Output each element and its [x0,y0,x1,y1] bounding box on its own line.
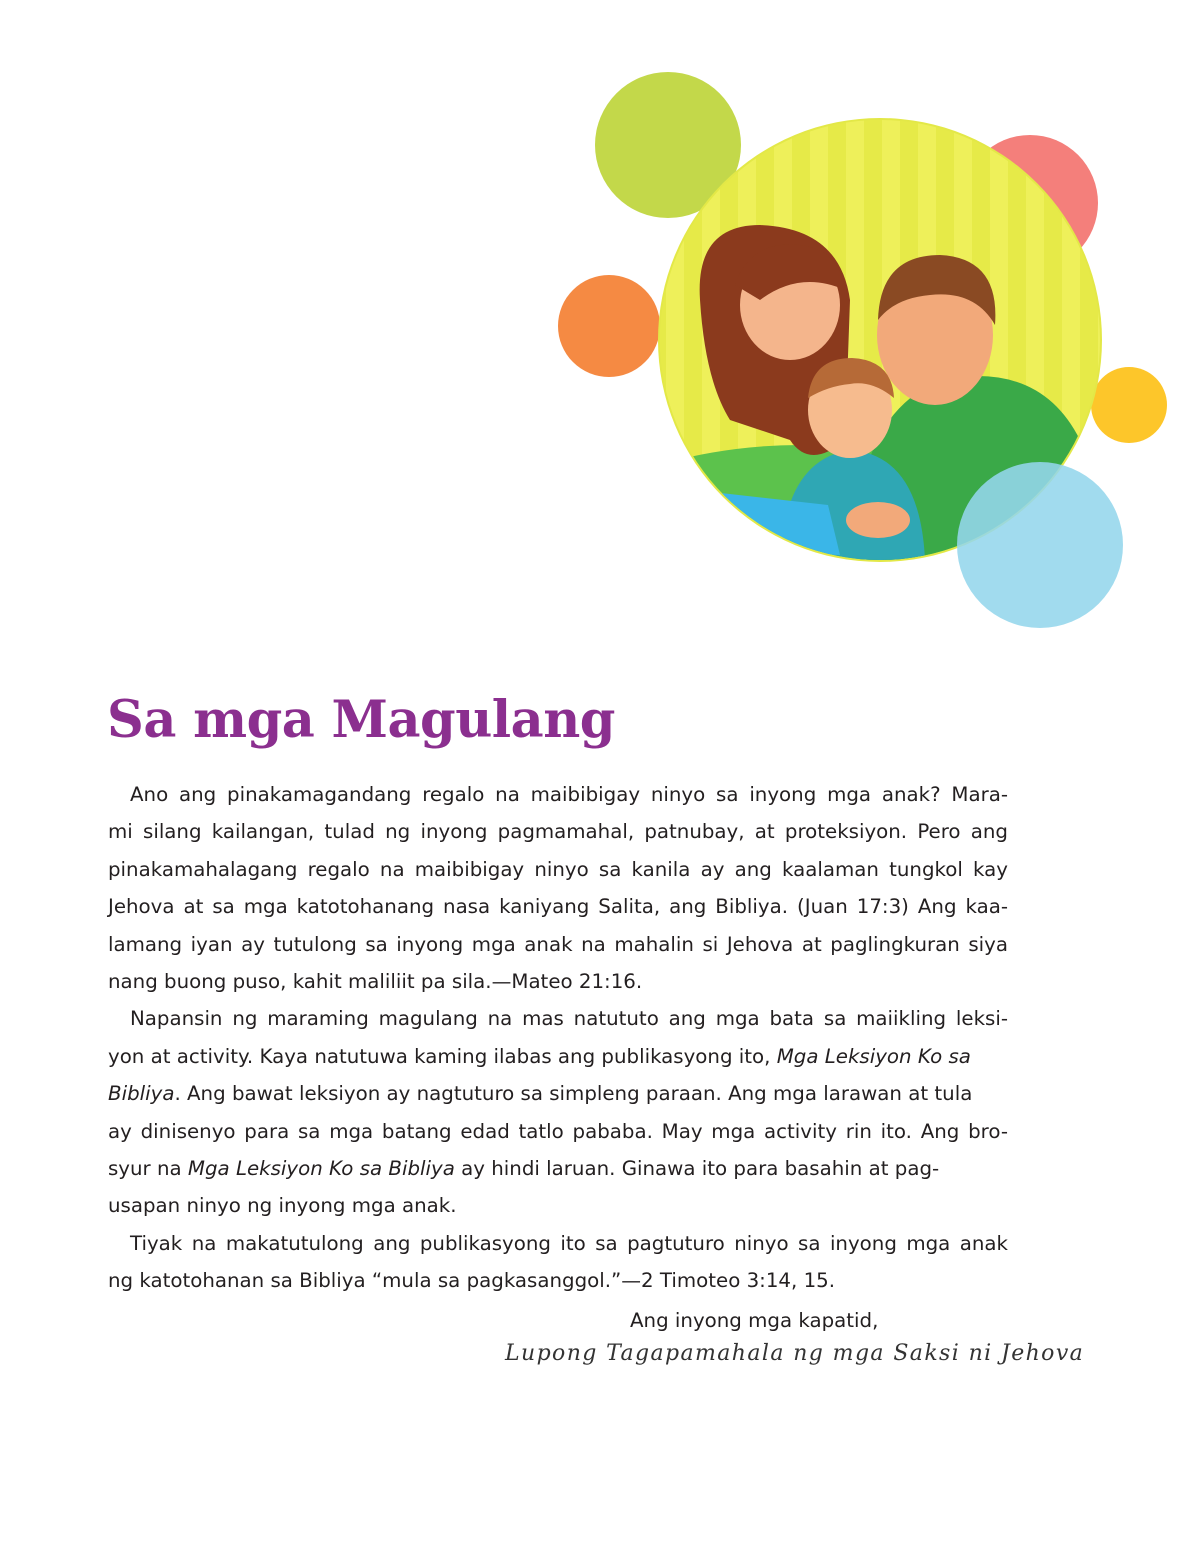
publication-title: Bibliya [108,1082,175,1106]
text-run: yon at activity. Kaya natutuwa kaming ilabas ang publikasyong ito, [108,1044,777,1068]
text-run: . Ang bawat leksiyon ay nagtuturo sa simpleng paraan. Ang mga larawan at tula [174,1082,973,1106]
text-line: ay dinisenyo para sa mga batang edad tatlo pababa. May mga activity rin ito. Ang bro- [108,1119,1008,1143]
paragraph-1 [108,776,1008,1000]
text-line: nang buong puso, kahit maliliit pa sila.—Mateo 21:16. [108,970,643,994]
text-line [108,1150,1008,1187]
text-line: pinakamahalagang regalo na maibibigay ninyo sa kanila ay ang kaalaman tungkol kay [108,857,1008,881]
text-run: syur na [108,1157,188,1181]
text-line: Tiyak na makatutulong ang publikasyong ito sa pagtuturo ninyo sa inyong mga anak [130,1231,1008,1255]
blue-circle [957,462,1123,628]
body-text [108,776,1008,1300]
text-line: lamang iyan ay tutulong sa inyong mga anak na mahalin si Jehova at paglingkuran siya [108,932,1008,956]
paragraph-2 [108,1000,1008,1224]
text-line [108,1075,1008,1112]
publication-title: Mga Leksiyon Ko sa Bibliya [187,1157,455,1181]
text-line: usapan ninyo ng inyong mga anak. [108,1194,457,1218]
yellow-circle [1091,367,1167,443]
text-line [108,1038,1008,1075]
closing-line: Ang inyong mga kapatid, [630,1309,879,1332]
orange-circle [558,275,660,377]
page-title: Sa mga Magulang [107,690,615,750]
publication-title: Mga Leksiyon Ko sa [776,1044,971,1068]
text-line: Ano ang pinakamagandang regalo na maibibigay ninyo sa inyong mga anak? Mara- [130,783,1008,806]
family-reading-book-illustration [540,60,1180,640]
paragraph-3 [108,1225,1008,1300]
text-line: Napansin ng maraming magulang na mas natututo ang mga bata sa maiikling leksi- [130,1007,1008,1031]
text-line: Jehova at sa mga katotohanang nasa kaniyang Salita, ang Bibliya. (Juan 17:3) Ang kaa- [108,895,1008,919]
text-run: ay hindi laruan. Ginawa ito para basahin at pag- [454,1157,940,1181]
text-line: ng katotohanan sa Bibliya “mula sa pagkasanggol.”—2 Timoteo 3:14, 15. [108,1269,836,1293]
text-line: mi silang kailangan, tulad ng inyong pagmamahal, patnubay, at proteksiyon. Pero ang [108,820,1008,844]
signature: Lupong Tagapamahala ng mga Saksi ni Jehova [505,1341,1085,1366]
